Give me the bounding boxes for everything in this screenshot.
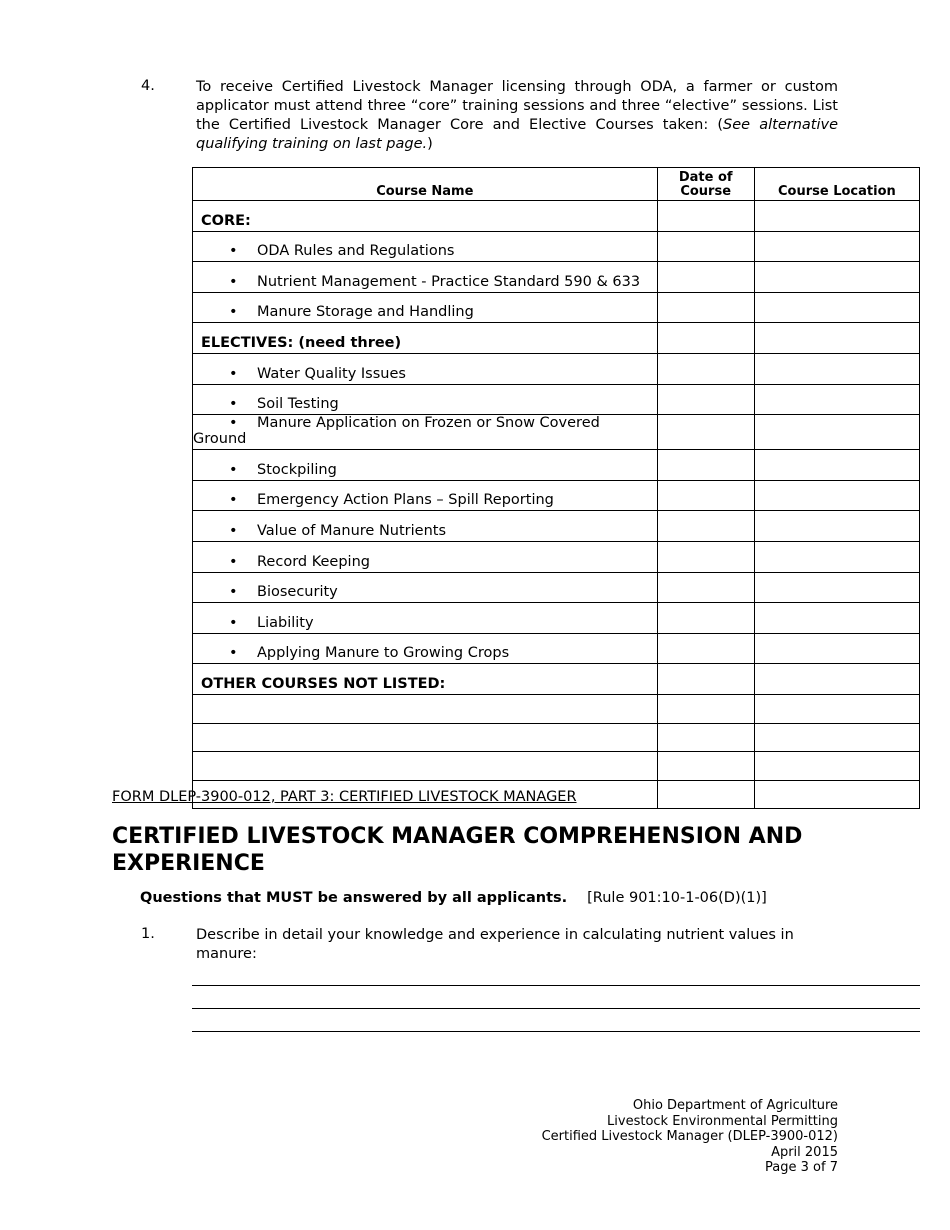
table-row xyxy=(193,541,920,572)
location-cell[interactable] xyxy=(754,415,919,450)
question-4-text: To receive Certified Livestock Manager licensing through ODA, a farmer or custom applicator must attend three “core” training sessions and three “elective” sessions. List the Certified Livestock Manager Core and Elective Courses taken: (See alternative qualifying training on last page.) xyxy=(196,79,838,152)
table-row xyxy=(193,511,920,542)
date-cell[interactable] xyxy=(657,323,754,354)
date-cell[interactable] xyxy=(657,603,754,634)
table-row xyxy=(193,262,920,293)
date-cell[interactable] xyxy=(657,231,754,262)
course-name-cell[interactable] xyxy=(193,752,658,781)
table-row-core-label xyxy=(193,201,920,232)
location-cell[interactable] xyxy=(754,752,919,781)
location-cell[interactable] xyxy=(754,603,919,634)
alternative-training-note: See alternative qualifying training on last page. xyxy=(196,117,838,152)
table-row xyxy=(193,633,920,664)
date-cell[interactable] xyxy=(657,450,754,481)
location-cell[interactable] xyxy=(754,633,919,664)
course-table xyxy=(192,167,920,809)
course-item: • Applying Manure to Growing Crops xyxy=(193,633,658,664)
location-cell[interactable] xyxy=(754,292,919,323)
date-cell[interactable] xyxy=(657,353,754,384)
question-1-text: Describe in detail your knowledge and experience in calculating nutrient values in manure: xyxy=(196,927,794,962)
course-item: • ODA Rules and Regulations xyxy=(193,231,658,262)
course-item: • Record Keeping xyxy=(193,541,658,572)
course-name-cell[interactable] xyxy=(193,723,658,752)
location-cell[interactable] xyxy=(754,694,919,723)
date-cell[interactable] xyxy=(657,262,754,293)
date-cell[interactable] xyxy=(657,780,754,809)
footer-line: April 2015 xyxy=(771,1144,838,1160)
date-cell[interactable] xyxy=(657,384,754,415)
header-course-location: Course Location xyxy=(754,168,919,201)
table-row xyxy=(193,231,920,262)
date-cell[interactable] xyxy=(657,480,754,511)
table-row xyxy=(193,384,920,415)
date-cell[interactable] xyxy=(657,752,754,781)
location-cell[interactable] xyxy=(754,201,919,232)
course-item: • Stockpiling xyxy=(193,450,658,481)
location-cell[interactable] xyxy=(754,262,919,293)
course-item: • Emergency Action Plans – Spill Reporting xyxy=(193,480,658,511)
course-item: • Liability xyxy=(193,603,658,634)
answer-line[interactable] xyxy=(192,985,920,986)
date-cell[interactable] xyxy=(657,694,754,723)
table-row xyxy=(193,415,920,450)
question-4-number: 4. xyxy=(141,78,155,94)
table-row xyxy=(193,603,920,634)
course-name-cell[interactable] xyxy=(193,694,658,723)
course-item: • Soil Testing xyxy=(193,384,658,415)
location-cell[interactable] xyxy=(754,384,919,415)
date-cell[interactable] xyxy=(657,541,754,572)
date-cell[interactable] xyxy=(657,201,754,232)
location-cell[interactable] xyxy=(754,664,919,695)
location-cell[interactable] xyxy=(754,450,919,481)
location-cell[interactable] xyxy=(754,723,919,752)
course-item: • Value of Manure Nutrients xyxy=(193,511,658,542)
location-cell[interactable] xyxy=(754,323,919,354)
table-row-blank xyxy=(193,694,920,723)
location-cell[interactable] xyxy=(754,353,919,384)
table-row xyxy=(193,292,920,323)
date-cell[interactable] xyxy=(657,511,754,542)
other-courses-label: OTHER COURSES NOT LISTED: xyxy=(193,664,658,695)
table-row-blank xyxy=(193,723,920,752)
date-cell[interactable] xyxy=(657,723,754,752)
table-row xyxy=(193,480,920,511)
table-row xyxy=(193,353,920,384)
course-item: • Water Quality Issues xyxy=(193,353,658,384)
location-cell[interactable] xyxy=(754,480,919,511)
course-item: • Manure Application on Frozen or Snow Covered Ground xyxy=(193,415,658,450)
location-cell[interactable] xyxy=(754,780,919,809)
answer-line[interactable] xyxy=(192,1031,920,1032)
page-footer xyxy=(542,1098,838,1176)
question-1-number: 1. xyxy=(141,926,155,942)
date-cell[interactable] xyxy=(657,633,754,664)
course-item: • Nutrient Management - Practice Standard 590 & 633 xyxy=(193,262,658,293)
footer-line: Livestock Environmental Permitting xyxy=(607,1113,838,1129)
table-row xyxy=(193,572,920,603)
core-label: CORE: xyxy=(193,201,658,232)
date-cell[interactable] xyxy=(657,664,754,695)
questions-note xyxy=(140,890,767,906)
date-cell[interactable] xyxy=(657,292,754,323)
questions-note-bold: Questions that MUST be answered by all applicants. xyxy=(140,890,568,906)
answer-line[interactable] xyxy=(192,1008,920,1009)
table-row xyxy=(193,450,920,481)
table-header-row xyxy=(193,168,920,201)
table-row-other-label xyxy=(193,664,920,695)
electives-label: ELECTIVES: (need three) xyxy=(193,323,658,354)
location-cell[interactable] xyxy=(754,541,919,572)
header-date-of-course: Date of Course xyxy=(657,168,754,201)
table-row-electives-label xyxy=(193,323,920,354)
location-cell[interactable] xyxy=(754,572,919,603)
date-cell[interactable] xyxy=(657,415,754,450)
footer-line: Certified Livestock Manager (DLEP-3900-012) xyxy=(541,1129,838,1144)
rule-reference: [Rule 901:10-1-06(D)(1)] xyxy=(587,890,767,906)
form-part-title: FORM DLEP-3900-012, PART 3: CERTIFIED LIVESTOCK MANAGER xyxy=(112,789,577,805)
course-item: • Biosecurity xyxy=(193,572,658,603)
table-row-blank xyxy=(193,752,920,781)
section-heading: CERTIFIED LIVESTOCK MANAGER COMPREHENSION AND EXPERIENCE xyxy=(112,824,803,876)
footer-line: Ohio Department of Agriculture xyxy=(632,1098,838,1113)
header-course-name: Course Name xyxy=(193,168,658,201)
location-cell[interactable] xyxy=(754,231,919,262)
location-cell[interactable] xyxy=(754,511,919,542)
date-cell[interactable] xyxy=(657,572,754,603)
page-number: Page 3 of 7 xyxy=(765,1160,838,1175)
course-item: • Manure Storage and Handling xyxy=(193,292,658,323)
